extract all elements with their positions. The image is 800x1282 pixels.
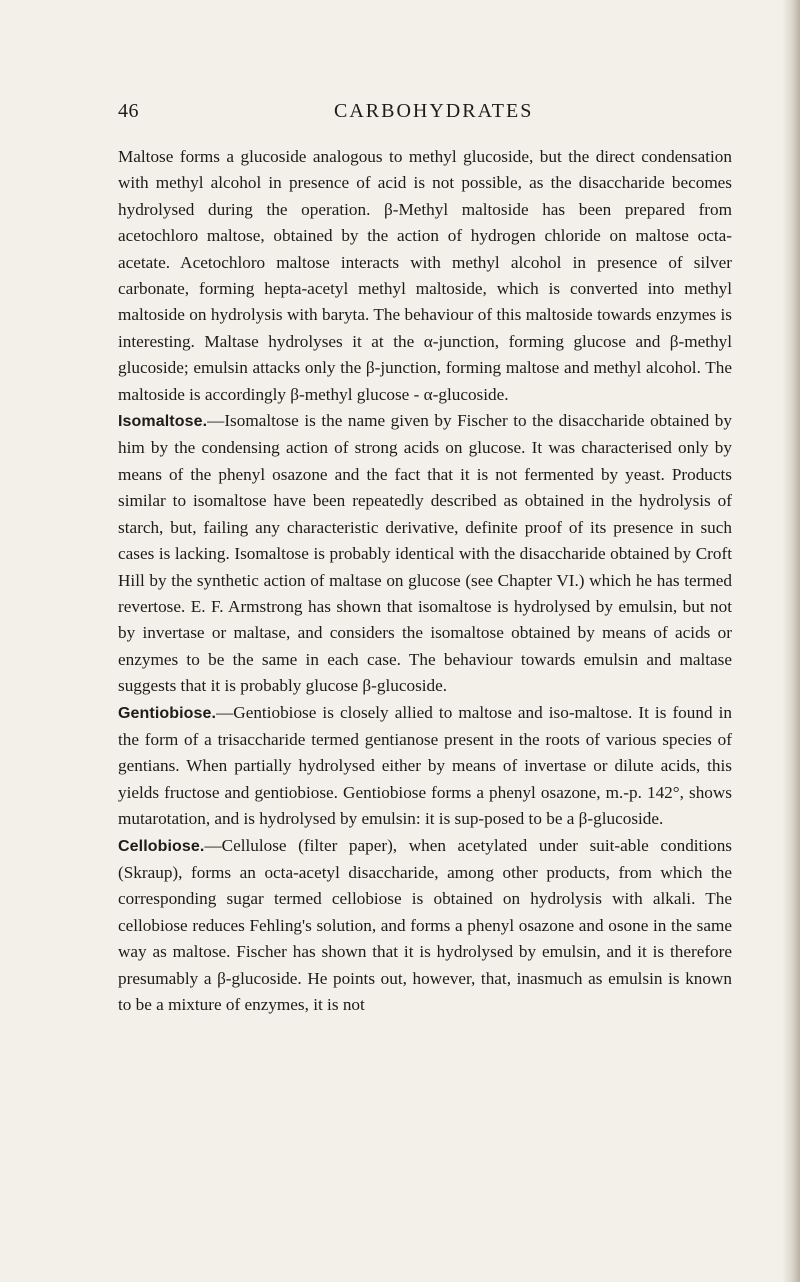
section-heading-cellobiose: Cellobiose. (118, 837, 205, 855)
page-edge-shadow (782, 0, 800, 1282)
paragraph-text: Maltose forms a glucoside analogous to methyl glucoside, but the direct condensation with methyl alcohol in presence of acid is not possible, as the disaccharide becomes hydrolysed during the operation. β-Methyl maltoside has been prepared from acetochloro maltose, obtained by the action of hydrogen chloride on maltose octa-acetate. Acetochloro maltose interacts with methyl alcohol in presence of silver carbonate, forming hepta-acetyl methyl maltoside, which is converted into methyl maltoside on hydrolysis with baryta. The behaviour of this maltoside towards enzymes is interesting. Maltase hydrolyses it at the α-junction, forming glucose and β-methyl glucoside; emulsin attacks only the β-junction, forming maltose and methyl alcohol. The maltoside is accordingly β-methyl glucose - α-glucoside. (118, 147, 732, 404)
paragraph-isomaltose (118, 408, 732, 699)
body-text (118, 144, 732, 1018)
section-heading-isomaltose: Isomaltose. (118, 413, 208, 431)
paragraph-gentiobiose (118, 700, 732, 833)
paragraph-text: —Isomaltose is the name given by Fischer to the disaccharide obtained by him by the condensing action of strong acids on glucose. It was characterised only by means of the phenyl osazone and the fact that it is not fermented by yeast. Products similar to isomaltose have been repeatedly described as obtained in the hydrolysis of starch, but, failing any characteristic derivative, definite proof of its presence in such cases is lacking. Isomaltose is probably identical with the disaccharide obtained by Croft Hill by the synthetic action of maltase on glucose (see Chapter VI.) which he has termed revertose. E. F. Armstrong has shown that isomaltose is hydrolysed by emulsin, but not by invertase or maltase, and considers the isomaltose obtained by means of acids or enzymes to be the same in each case. The behaviour towards emulsin and maltase suggests that it is probably glucose β-glucoside. (118, 411, 732, 696)
paragraph-cellobiose (118, 833, 732, 1019)
paragraph-text: —Cellulose (filter paper), when acetylated under suit-able conditions (Skraup), forms an octa-acetyl disaccharide, among other products, from which the corresponding sugar termed cellobiose is obtained on hydrolysis with alkali. The cellobiose reduces Fehling's solution, and forms a phenyl osazone and osone in the same way as maltose. Fischer has shown that it is hydrolysed by emulsin, and it is therefore presumably a β-glucoside. He points out, however, that, inasmuch as emulsin is known to be a mixture of enzymes, it is not (118, 835, 732, 1014)
running-head (118, 100, 732, 130)
paragraph-maltose-glucoside (118, 144, 732, 408)
page-number: 46 (118, 100, 139, 122)
paragraph-text: —Gentiobiose is closely allied to maltose and iso-maltose. It is found in the form of a trisaccharide termed gentianose present in the roots of various species of gentians. When partially hydrolysed either by means of invertase or dilute acids, this yields fructose and gentiobiose. Gentiobiose forms a phenyl osazone, m.-p. 142°, shows mutarotation, and is hydrolysed by emulsin: it is sup-posed to be a β-glucoside. (118, 702, 732, 829)
section-heading-gentiobiose: Gentiobiose. (118, 704, 217, 722)
running-title: CARBOHYDRATES (334, 100, 534, 122)
